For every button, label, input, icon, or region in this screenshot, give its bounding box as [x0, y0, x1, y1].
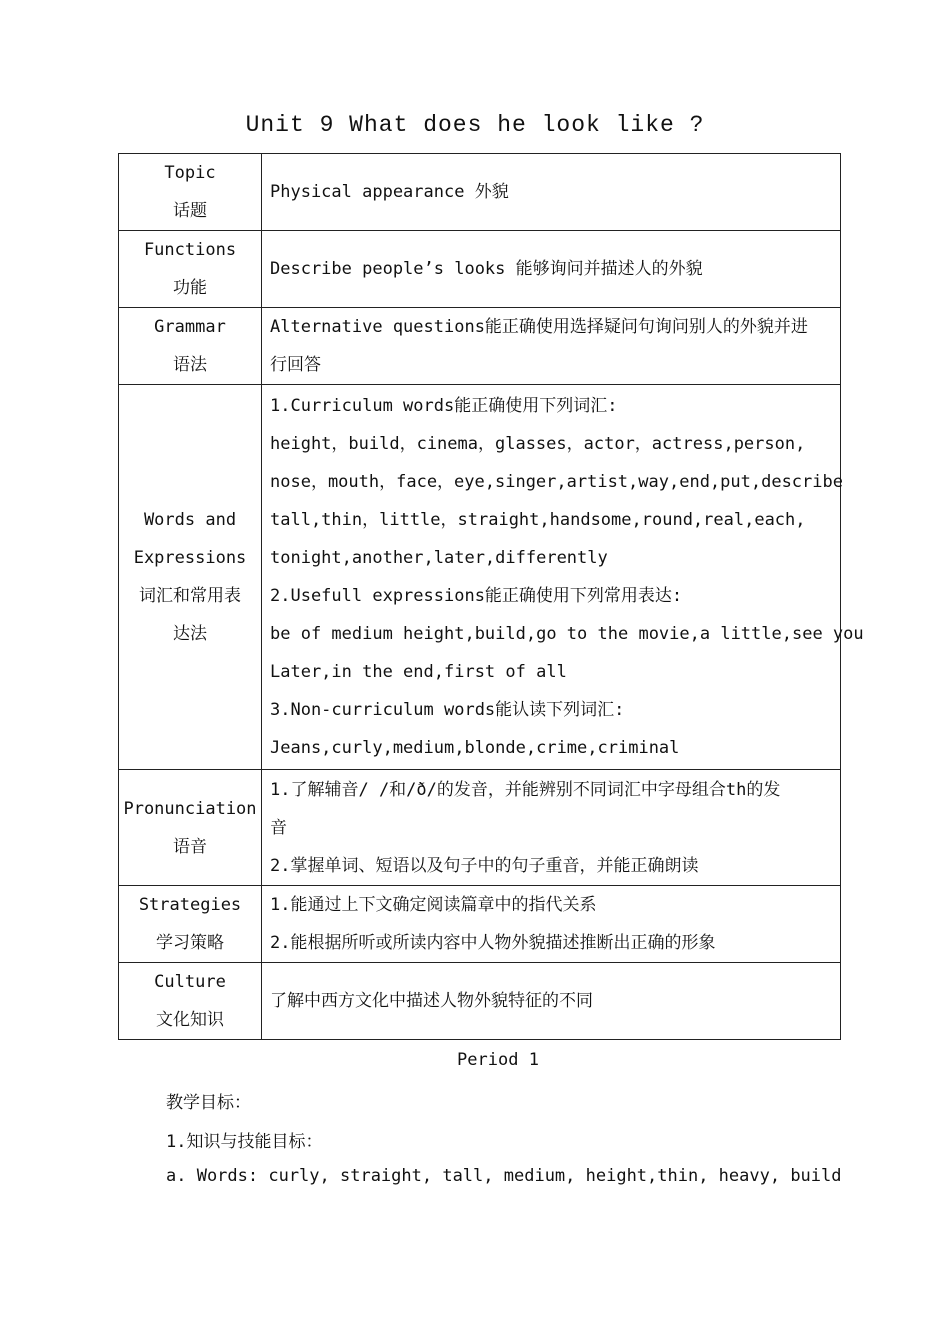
row-key-cn: 达法 — [173, 624, 207, 644]
row-value-cell — [262, 308, 841, 385]
row-key-cn: 功能 — [173, 278, 207, 298]
table-row — [119, 886, 841, 963]
row-value-line: 1.Curriculum words能正确使用下列词汇: — [270, 396, 618, 416]
row-value-cell — [262, 231, 841, 308]
row-value-line: Physical appearance 外貌 — [270, 182, 509, 202]
row-value-cell — [262, 963, 841, 1040]
row-key-cell — [119, 770, 262, 886]
row-key-cn: 语法 — [173, 355, 207, 375]
unit-overview-table — [118, 153, 864, 1040]
row-key-cell — [119, 963, 262, 1040]
row-value-line: Later,in the end,first of all — [270, 662, 567, 682]
row-value-cell — [262, 154, 841, 231]
row-value-line: 2.能根据所听或所读内容中人物外貌描述推断出正确的形象 — [270, 933, 716, 953]
row-key-en: Pronunciation — [123, 798, 257, 819]
row-value-line: be of medium height,build,go to the movie,a little,see you — [270, 624, 864, 644]
row-value-cell — [262, 886, 841, 963]
row-key-cn: 语音 — [173, 836, 207, 857]
page-title: Unit 9 What does he look like ? — [245, 112, 705, 138]
objective-item-a: a. Words: curly, straight, tall, medium, height,thin, heavy, build — [166, 1166, 842, 1186]
row-key-cell — [119, 308, 262, 385]
row-key-cell — [119, 231, 262, 308]
row-value-line: 2.掌握单词、短语以及句子中的句子重音，并能正确朗读 — [270, 855, 699, 876]
row-key-en: Words and — [143, 510, 237, 530]
row-key-cn: 文化知识 — [156, 1010, 224, 1030]
row-value-line: 2.Usefull expressions能正确使用下列常用表达: — [270, 586, 683, 606]
table-row — [119, 308, 841, 385]
row-key-cn: 话题 — [173, 201, 207, 221]
row-key-en: Strategies — [138, 895, 242, 915]
row-value-line: Jeans,curly,medium,blonde,crime,criminal — [270, 738, 680, 758]
table-row — [119, 154, 841, 231]
row-value-line: 1.能通过上下文确定阅读篇章中的指代关系 — [270, 895, 597, 915]
row-key-en: Grammar — [154, 317, 226, 337]
row-value-line: nose，mouth，face，eye,singer,artist,way,end,put,describe — [270, 472, 843, 492]
row-value-line: Describe people’s looks 能够询问并描述人的外貌 — [270, 259, 703, 279]
row-key-en: Topic — [164, 163, 216, 183]
row-value-line: 3.Non-curriculum words能认读下列词汇: — [270, 700, 625, 720]
row-value-line: height，build，cinema，glasses，actor，actress,person, — [270, 434, 806, 454]
row-value-cell — [262, 770, 841, 886]
row-key-en: Culture — [154, 972, 226, 992]
row-value-line: Alternative questions能正确使用选择疑问句询问别人的外貌并进 — [270, 317, 808, 337]
period-heading: Period 1 — [457, 1050, 539, 1070]
table-row — [119, 231, 841, 308]
table-row — [119, 385, 841, 770]
table-row — [119, 963, 841, 1040]
row-value-line: 音 — [270, 817, 287, 838]
row-value-line: tall,thin，little，straight,handsome,round,real,each, — [270, 510, 806, 530]
row-key-cn: 学习策略 — [156, 933, 224, 953]
objective-item-1: 1.知识与技能目标： — [166, 1132, 323, 1152]
row-value-line: 1.了解辅音/ /和/ð/的发音，并能辨别不同词汇中字母组合th的发 — [270, 779, 781, 800]
row-value-line: 行回答 — [270, 355, 321, 375]
row-key-cn: 词汇和常用表 — [139, 586, 241, 606]
row-value-line: tonight,another,later,differently — [270, 548, 608, 568]
objectives-heading: 教学目标： — [166, 1093, 251, 1113]
row-value-line: 了解中西方文化中描述人物外貌特征的不同 — [270, 991, 593, 1011]
table-row — [119, 770, 841, 886]
row-key-cell — [119, 886, 262, 963]
row-key-cell — [119, 154, 262, 231]
row-key-en: Expressions — [133, 548, 247, 568]
row-value-cell — [262, 385, 864, 770]
row-key-en: Functions — [143, 240, 237, 260]
row-key-cell — [119, 385, 262, 770]
